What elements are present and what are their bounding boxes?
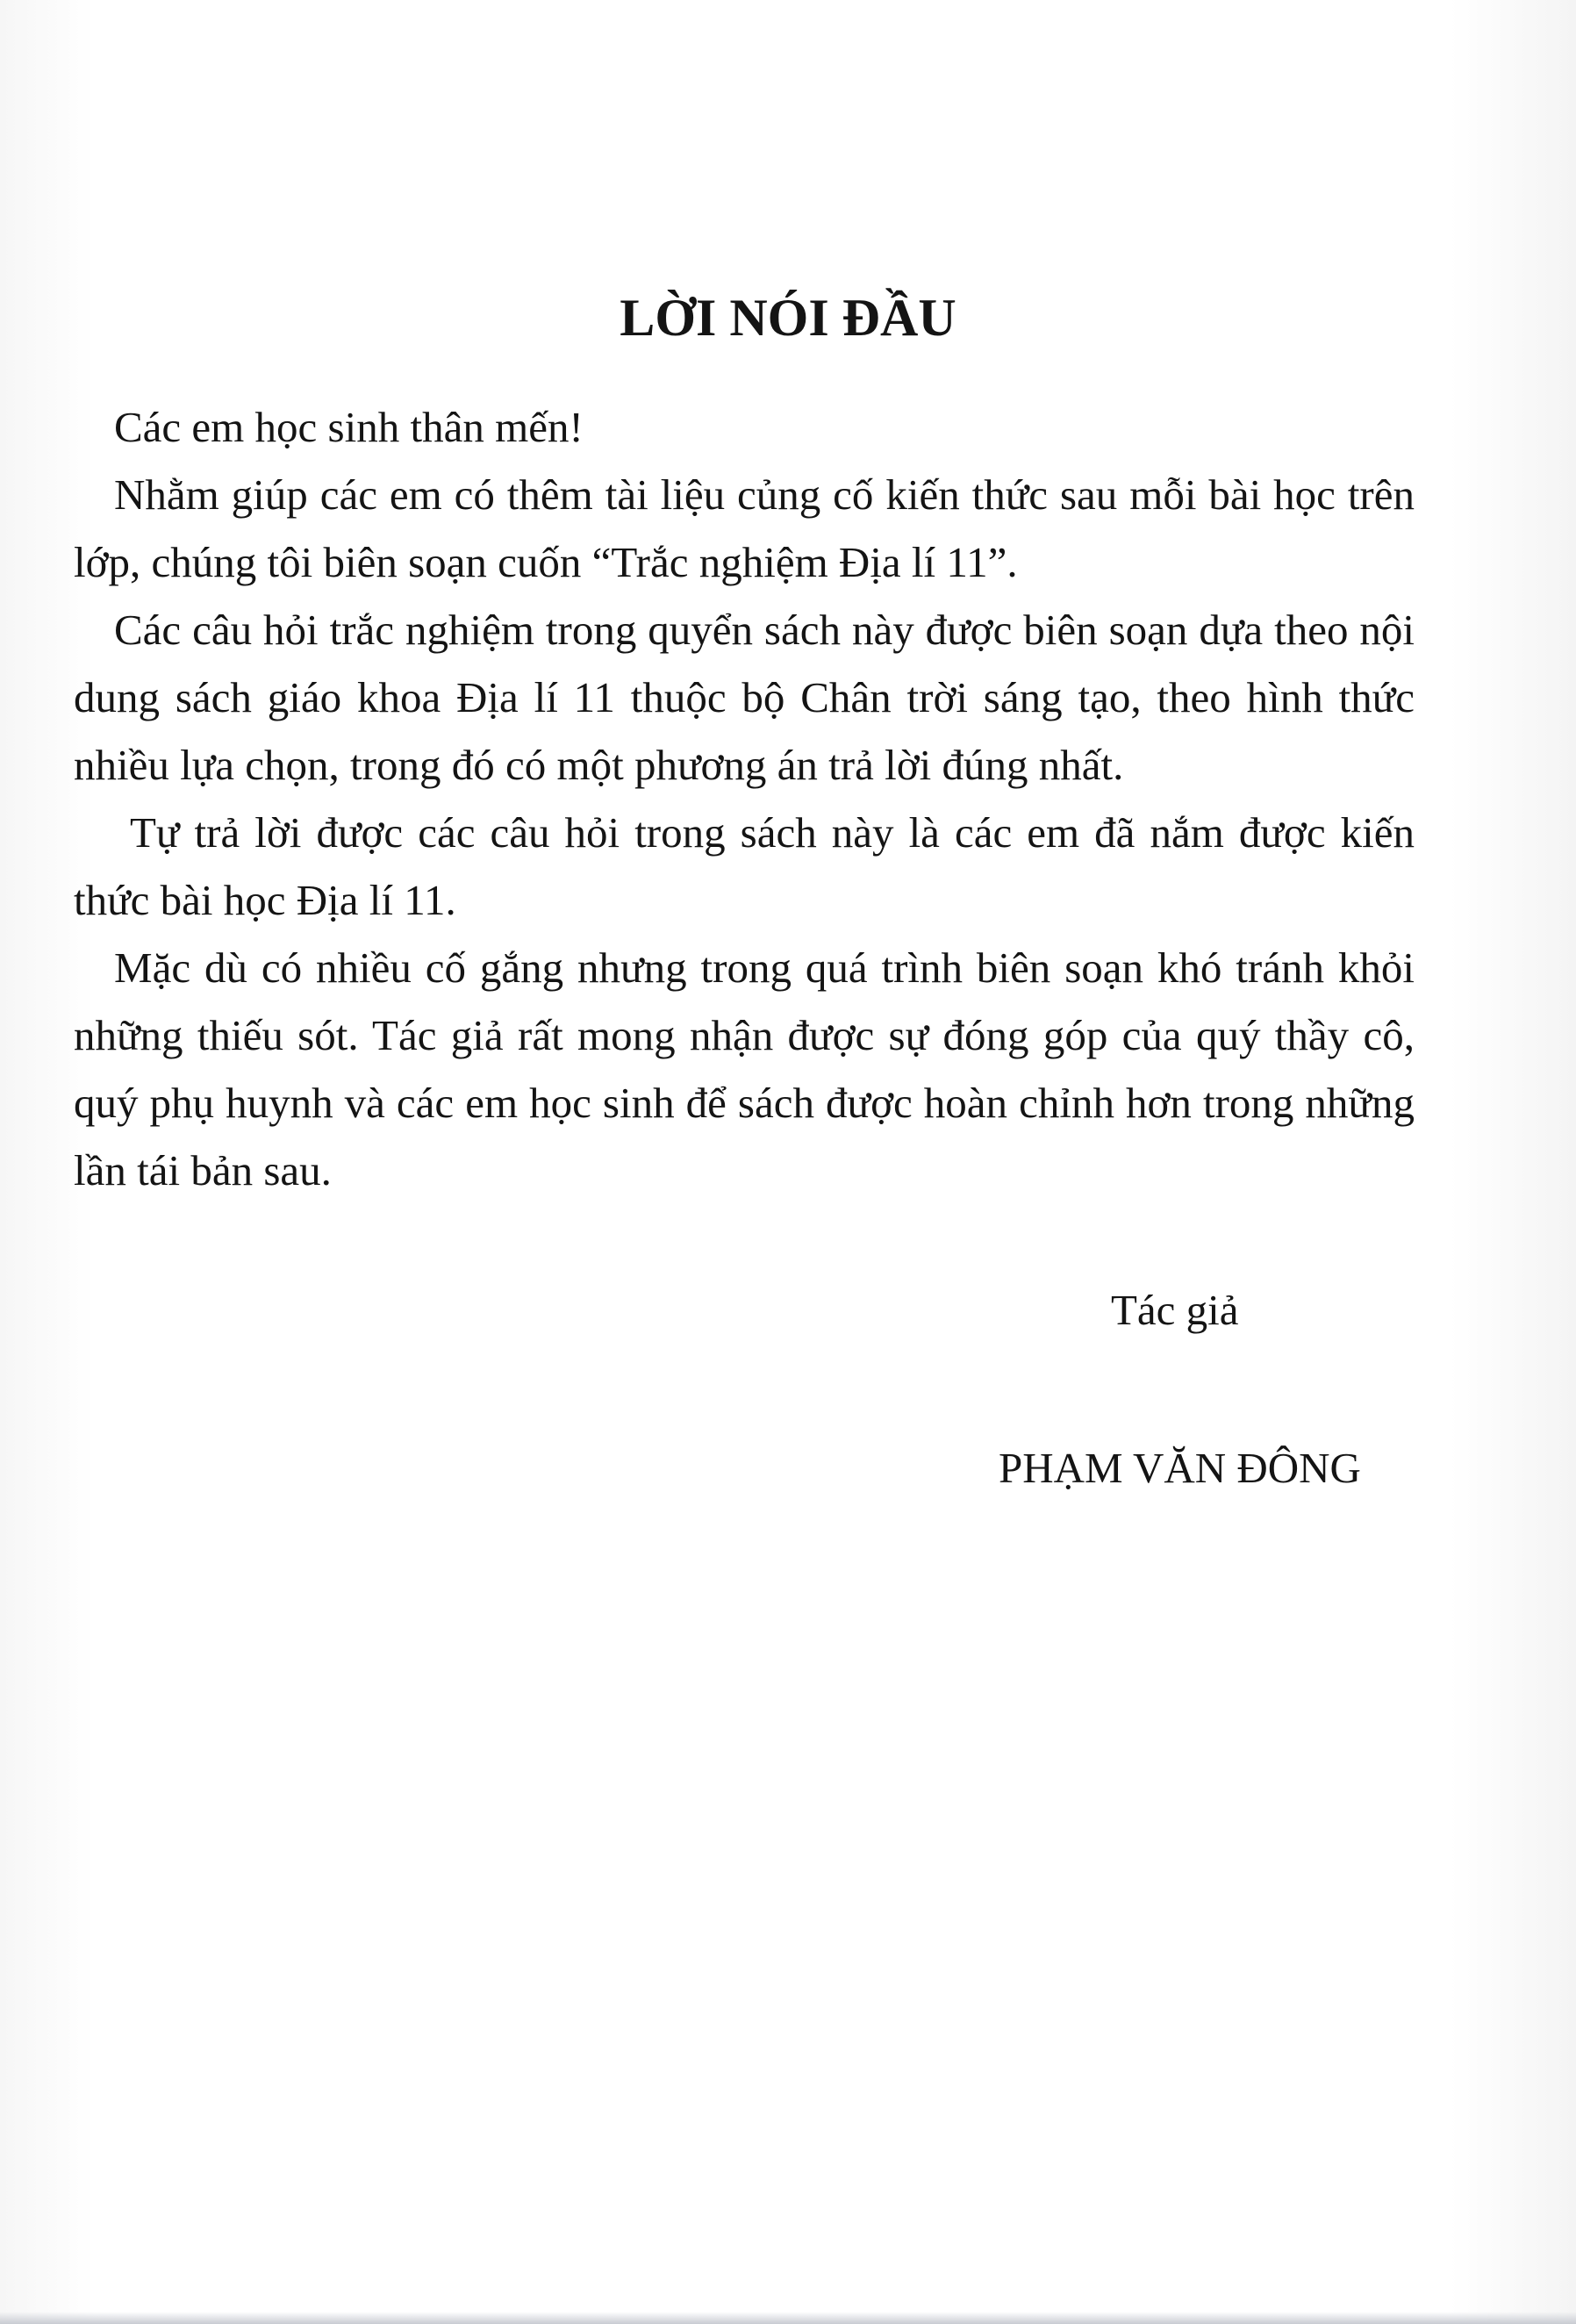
paragraph-feedback: Mặc dù có nhiều cố gắng nhưng trong quá trình biên soạn khó tránh khỏi những thiếu sót. Tác giả rất mong nhận được sự đóng góp của quý thầy cô, quý phụ huynh và các em học sinh để sách được hoàn chỉnh hơn trong những lần tái bản sau. (74, 943, 1415, 1194)
signature-name: PHẠM VĂN ĐÔNG (999, 1444, 1361, 1492)
paragraph-content: Các câu hỏi trắc nghiệm trong quyển sách này được biên soạn dựa theo nội dung sách giáo khoa Địa lí 11 thuộc bộ Chân trời sáng tạo, theo hình thức nhiều lựa chọn, trong đó có một phương án trả lời đúng nhất. (74, 606, 1415, 789)
paragraph-self-study: Tự trả lời được các câu hỏi trong sách này là các em đã nắm được kiến thức bài học Địa lí 11. (74, 808, 1415, 924)
page-bottom-edge (0, 2312, 1576, 2324)
page-title: LỜI NÓI ĐẦU (620, 289, 956, 347)
preface-body (74, 393, 1415, 1204)
signature-role: Tác giả (1111, 1286, 1239, 1334)
paragraph-purpose: Nhằm giúp các em có thêm tài liệu củng cố kiến thức sau mỗi bài học trên lớp, chúng tôi biên soạn cuốn “Trắc nghiệm Địa lí 11”. (74, 470, 1415, 586)
greeting-paragraph: Các em học sinh thân mến! (114, 403, 584, 451)
